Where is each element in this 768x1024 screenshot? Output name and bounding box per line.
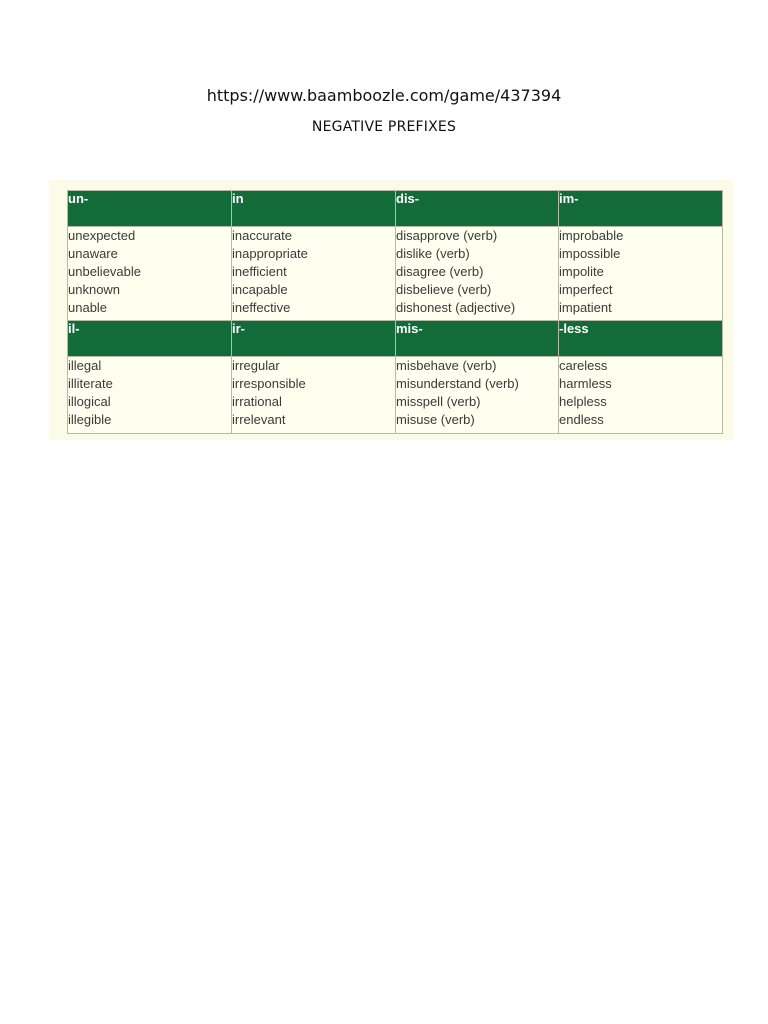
word-item: incapable	[232, 282, 288, 297]
prefix-header-mis: mis-	[396, 321, 559, 357]
word-item: impatient	[559, 300, 612, 315]
word-item: helpless	[559, 394, 607, 409]
word-item: illiterate	[68, 376, 113, 391]
source-url: https://www.baamboozle.com/game/437394	[206, 86, 562, 105]
word-item: disagree (verb)	[396, 264, 484, 279]
prefix-header-dis: dis-	[396, 191, 559, 227]
word-item: dislike (verb)	[396, 246, 470, 261]
word-list-il	[68, 357, 232, 434]
word-item: ineffective	[232, 300, 291, 315]
word-item: improbable	[559, 228, 624, 243]
table-row	[68, 357, 723, 434]
table-header-row	[68, 321, 723, 357]
word-item: irresponsible	[232, 376, 306, 391]
word-list-ir	[232, 357, 396, 434]
word-item: illogical	[68, 394, 111, 409]
word-item: inaccurate	[232, 228, 292, 243]
word-item: irrational	[232, 394, 282, 409]
word-item: endless	[559, 412, 604, 427]
page-title: NEGATIVE PREFIXES	[311, 119, 457, 135]
word-item: unaware	[68, 246, 118, 261]
word-list-less	[559, 357, 723, 434]
word-item: illegible	[68, 412, 112, 427]
prefix-table-image	[49, 180, 733, 440]
word-item: inefficient	[232, 264, 287, 279]
prefix-header-il: il-	[68, 321, 232, 357]
word-list-un	[68, 227, 232, 321]
word-item: misunderstand (verb)	[396, 376, 519, 391]
table-header-row	[68, 191, 723, 227]
prefix-header-ir: ir-	[232, 321, 396, 357]
word-item: irregular	[232, 358, 280, 373]
word-item: unbelievable	[68, 264, 142, 279]
word-list-dis	[396, 227, 559, 321]
prefix-header-un: un-	[68, 191, 232, 227]
word-item: irrelevant	[232, 412, 286, 427]
word-item: careless	[559, 358, 608, 373]
word-item: impolite	[559, 264, 604, 279]
word-list-in	[232, 227, 396, 321]
table-row	[68, 227, 723, 321]
word-item: dishonest (adjective)	[396, 300, 516, 315]
prefix-header-im: im-	[559, 191, 723, 227]
prefix-table	[67, 190, 723, 434]
word-list-im	[559, 227, 723, 321]
word-item: unable	[68, 300, 108, 315]
word-item: unknown	[68, 282, 121, 297]
word-item: disbelieve (verb)	[396, 282, 492, 297]
word-item: unexpected	[68, 228, 136, 243]
word-item: misuse (verb)	[396, 412, 475, 427]
word-item: illegal	[68, 358, 102, 373]
word-item: disapprove (verb)	[396, 228, 498, 243]
prefix-header-less: -less	[559, 321, 723, 357]
word-list-mis	[396, 357, 559, 434]
word-item: imperfect	[559, 282, 613, 297]
word-item: harmless	[559, 376, 612, 391]
word-item: misspell (verb)	[396, 394, 481, 409]
word-item: impossible	[559, 246, 621, 261]
prefix-header-in: in	[232, 191, 396, 227]
word-item: misbehave (verb)	[396, 358, 497, 373]
word-item: inappropriate	[232, 246, 308, 261]
